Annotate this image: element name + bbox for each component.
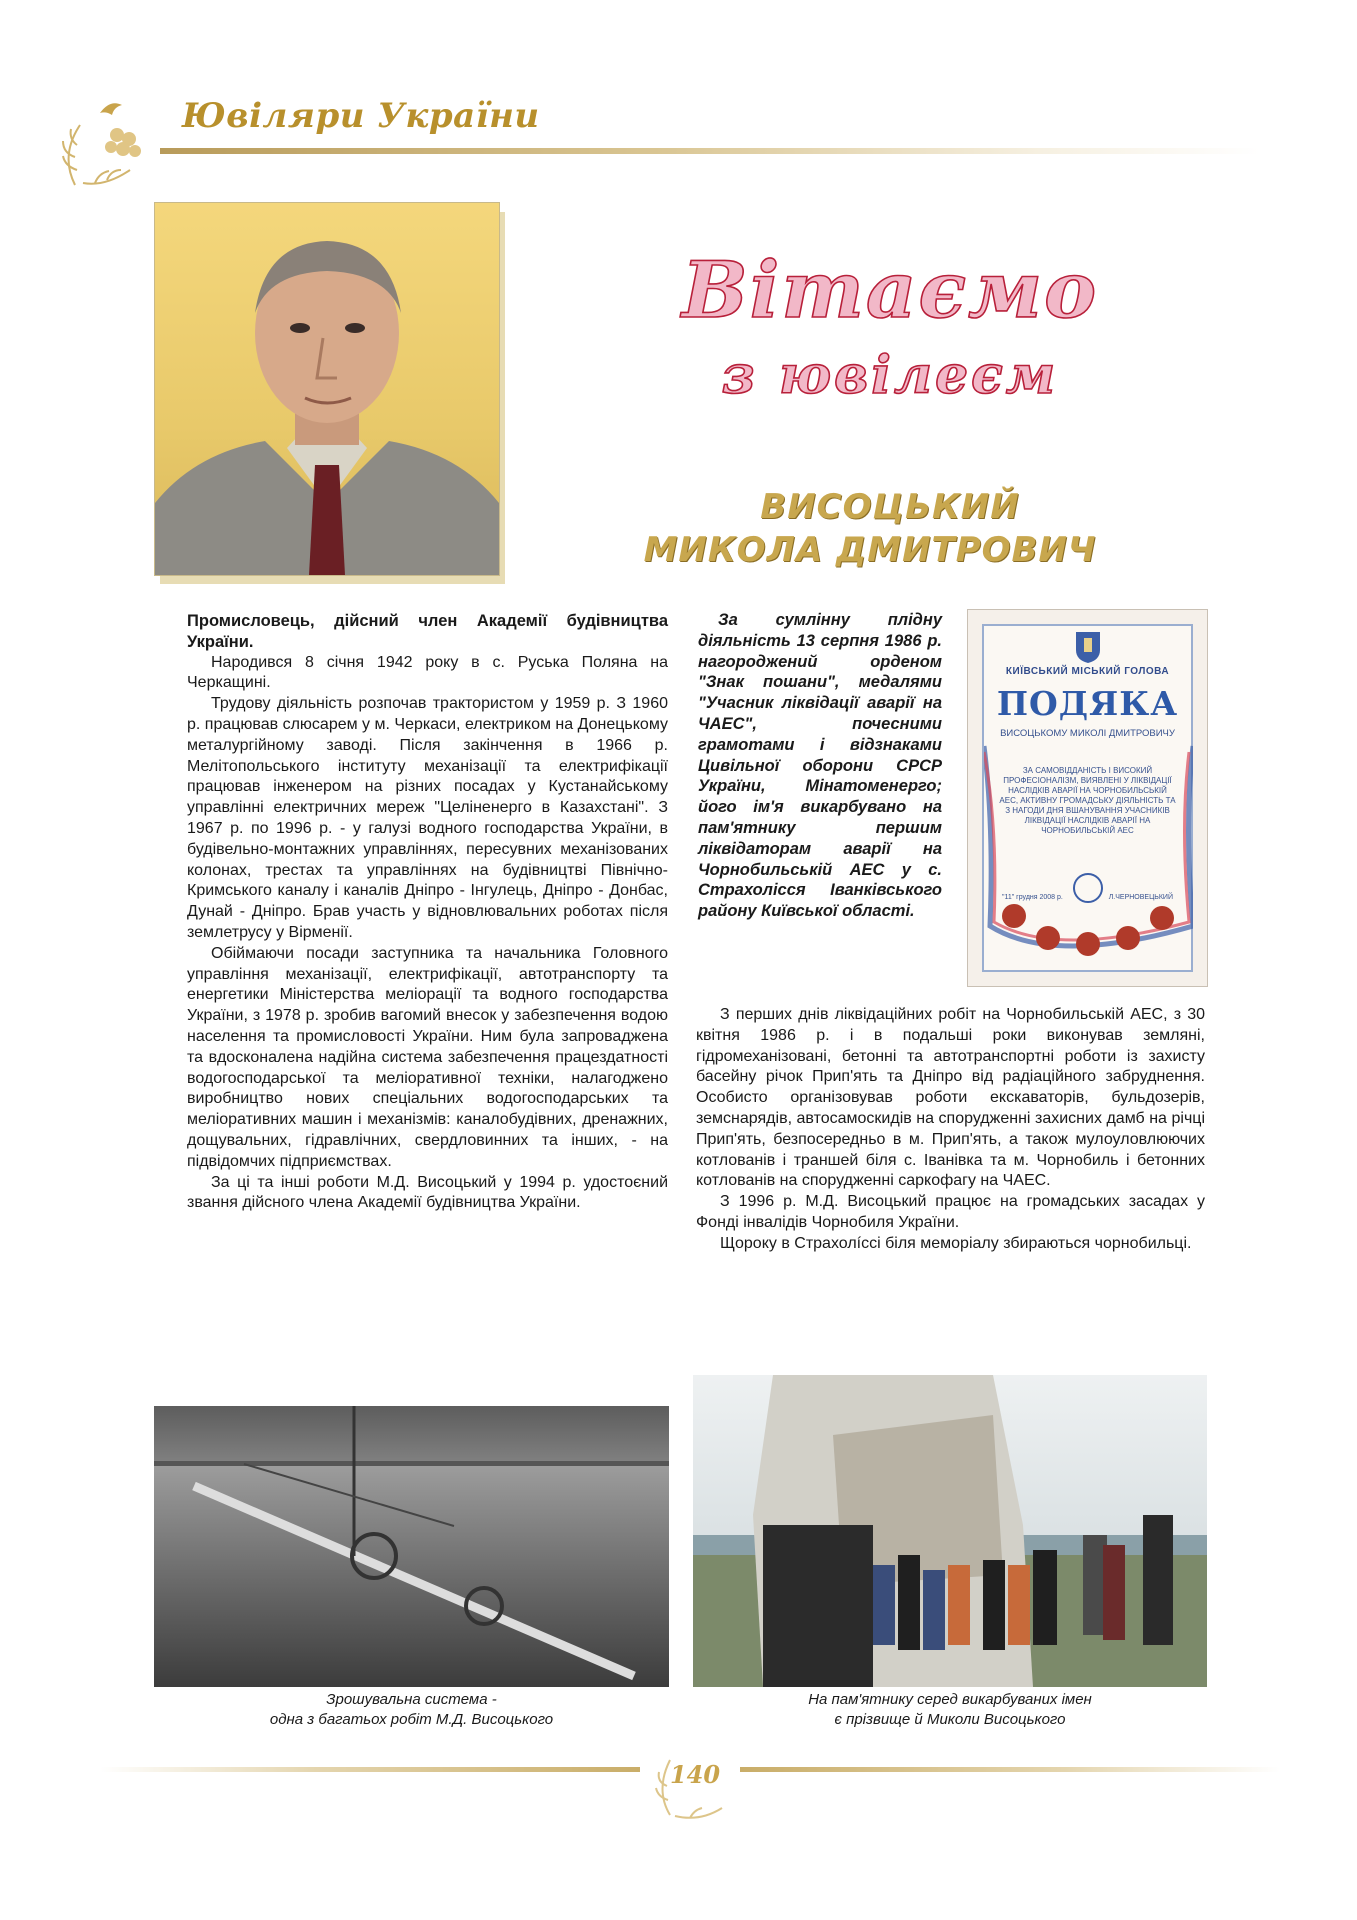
irrigation-system-photo <box>154 1406 669 1687</box>
certificate-body: ЗА САМОВІДДАНІСТЬ І ВИСОКИЙ ПРОФЕСІОНАЛІЗМ, ВИЯВЛЕНІ У ЛІКВІДАЦІЇ НАСЛІДКІВ АВАРІЇ НА ЧОРНОБИЛЬСЬКІЙ АЕС, АКТИВНУ ГРОМАДСЬКУ ДІЯЛЬНІСТЬ ТА З НАГОДИ ДНЯ ВШАНУВАННЯ УЧАСНИКІВ ЛІКВІДАЦІЇ НАСЛІДКІВ АВАРІЇ НА ЧОРНОБИЛЬСЬКІЙ АЕС <box>999 766 1176 835</box>
biography-column-left <box>187 611 668 1214</box>
certificate-issuer: КИЇВСЬКИЙ МІСЬКИЙ ГОЛОВА <box>1005 666 1170 677</box>
memorial-photo <box>693 1375 1207 1687</box>
greeting-line-2: з ювілеєм <box>721 345 1059 406</box>
footer-divider-left <box>100 1767 640 1772</box>
page-number: 140 <box>669 1760 721 1789</box>
biography-paragraph: Обіймаючи посади заступника та начальника Головного управління механізації, електрифікації, автотранспорту та енергетики Міністерства меліорації та водного господарства України, з 1978 р. зробив вагомий внесок у забезпечення водою населення та промисловості України. Ним була запроваджена та вдосконалена надійна система забезпечення працездатності водогосподарської та меліоративної техніки, налагоджено виробництво нових спеціальних водогосподарських та меліоративних машин і механізмів: каналобудівних, дренажних, дощувальних, гідравлічних, свердловинних та інших, - на підвідомчих підприємствах. <box>187 944 668 1170</box>
section-title: Ювіляри України <box>182 96 540 136</box>
caption-line: є прізвище й Миколи Висоцького <box>834 1711 1066 1728</box>
header-ornament-icon <box>55 95 165 195</box>
certificate-ribbon-icon <box>984 626 1193 972</box>
footer-divider-right <box>740 1767 1280 1772</box>
header-divider <box>160 148 1260 154</box>
biography-paragraph: Щороку в Страхолíссі біля меморіалу збираються чорнобильці. <box>720 1234 1192 1252</box>
biography-paragraph: Трудову діяльність розпочав трактористом у 1959 р. З 1960 р. працював слюсарем у м. Черкаси, електриком на Донецькому металургійному заводі. Після закінчення в 1966 р. Мелітопольського інституту механізації та електрифікації працював інженером на різних посадах у Кустанайському управлінні електричних мереж "Целіненерго в Казахстані". З 1967 р. по 1996 р. - у галузі водного господарства України, в будівельно-монтажних управліннях, пересувних механізованих колонах, трестах та управліннях на будівництві Північно-Кримського каналу і каналів Дніпро - Інгулець, Дніпро - Донбас, Дунай - Дніпро. Брав участь у відновлювальних роботах після землетрусу у Вірменії. <box>187 695 668 941</box>
certificate-title: ПОДЯКА <box>996 684 1179 723</box>
certificate-image <box>967 609 1208 987</box>
caption-line: На пам'ятнику серед викарбуваних імен <box>808 1691 1092 1708</box>
awards-block <box>698 610 942 922</box>
certificate-date: "11" грудня 2008 р. <box>1002 894 1063 901</box>
person-given-names: МИКОЛА ДМИТРОВИЧ <box>643 530 1097 570</box>
portrait-photo <box>154 202 500 576</box>
certificate-signature: Л.ЧЕРНОВЕЦЬКИЙ <box>1108 894 1173 901</box>
memorial-photo-caption <box>693 1690 1207 1730</box>
biography-lead: Промисловець, дійсний член Академії будівництва України. <box>187 612 668 651</box>
caption-line: одна з багатьох робіт М.Д. Висоцького <box>269 1711 554 1728</box>
awards-text: За сумлінну плідну діяльність 13 серпня 1986 р. нагороджений орденом "Знак пошани", медалями "Учасник ліквідації аварії на ЧАЕС", почесними грамотами і відзнаками Цивільної оборони СРСР України, Мінатоменерго; його ім'я викарбувано на пам'ятнику першим ліквідаторам аварії на Чорнобильській АЕС у с. Страхолісся Іванківського району Київської області. <box>698 611 942 921</box>
certificate-border <box>982 624 1193 972</box>
biography-column-right <box>696 1005 1205 1255</box>
biography-paragraph: Народився 8 січня 1942 року в с. Руська Поляна на Черкащині. <box>187 653 668 692</box>
biography-paragraph: З перших днів ліквідаційних робіт на Чорнобильській АЕС, з 30 квітня 1986 р. і в подальші роки виконував земляні, гідромеханізовані, бетонні та автотранспортні роботи із захисту басейну річок Прип'ять та Дніпро від радіаційного забруднення. Особисто організовував роботи екскаваторів, бульдозерів, земснарядів, автосамоскидів на спорудженні захисних дамб на річці Прип'ять, безпосередньо в м. Прип'ять, а також мулоуловлюючих котлованів і траншей біля с. Іванівка та м. Чорнобиль і бетонних котлованів на спорудженні саркофагу на ЧАЕС. <box>696 1006 1205 1190</box>
caption-line: Зрошувальна система - <box>326 1691 497 1708</box>
greeting-line-1: Вітаємо <box>681 245 1099 336</box>
biography-paragraph: З 1996 р. М.Д. Висоцький працює на громадських засадах у Фонді інвалідів Чорнобиля України. <box>696 1193 1205 1231</box>
person-surname: ВИСОЦЬКИЙ <box>760 487 1020 527</box>
certificate-recipient: ВИСОЦЬКОМУ МИКОЛІ ДМИТРОВИЧУ <box>1000 728 1175 739</box>
biography-paragraph: За ці та інші роботи М.Д. Висоцький у 1994 р. удостоєний звання дійсного члена Академії будівництва України. <box>187 1173 668 1212</box>
irrigation-photo-caption <box>154 1690 669 1730</box>
